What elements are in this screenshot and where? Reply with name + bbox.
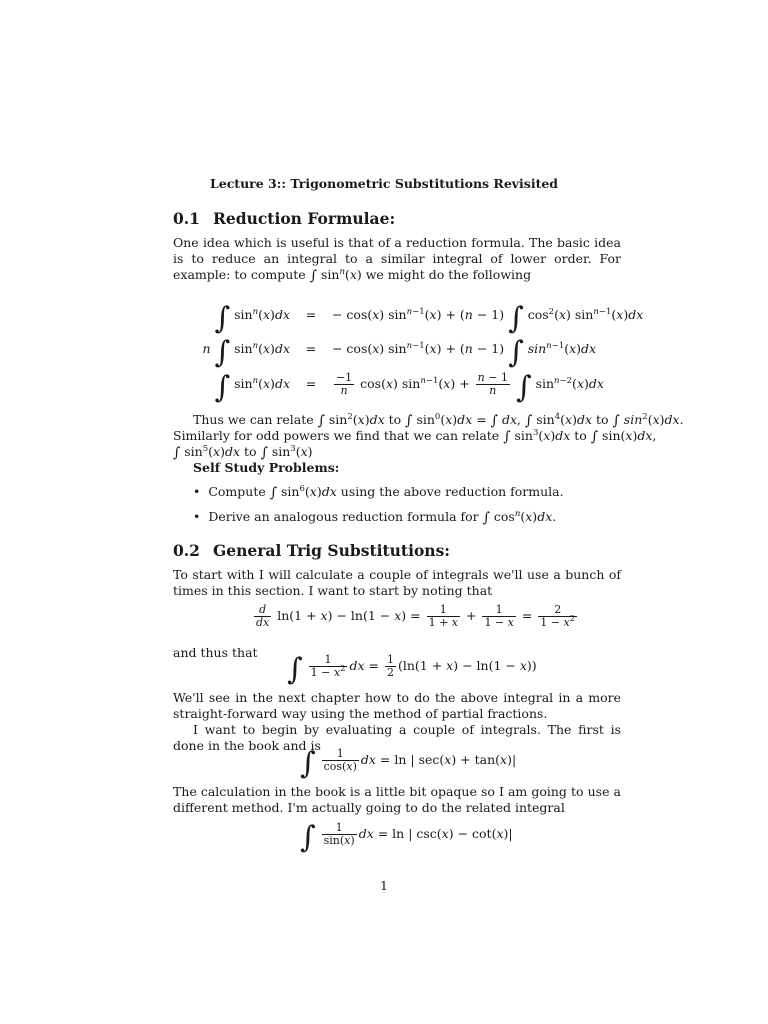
equation-row-3: ∫ $\sin^n(x)dx$ = $\frac{-1}{n}$ cos(x) $\sin^{n-1}(x)$ + $\frac{n - 1}{n}$ ∫ $\sin^{n-2}(x)dx$ [214,370,604,405]
intro-paragraph: One idea which is useful is that of a reduction formula. The basic idea is to reduce an integral to a similar integral of lower order. For example: to compute ∫ $\sin^n(x)$ we might do the following [173,235,621,284]
equation-derivative: $\frac{d}{dx}$ ln(1 + x) − ln(1 − x) = $\frac{1}{1 + x}$ + $\frac{1}{1 - x}$ = $\frac{2}{1 - x^2}$ [256,603,576,629]
equation-row-2: n ∫ $\sin^n(x)dx$ = − cos(x) $\sin^{n-1}(x) + (n - 1)$ ∫ $\sin^{n-1}(x)dx$ [202,335,597,370]
section-heading-reduction [173,209,395,228]
paragraph-opaque: The calculation in the book is a little bit opaque so I am going to use a different method. I'm actually going to do the related integral [173,784,621,815]
section-heading-trig [173,541,450,560]
equation-sec-integral: ∫ $\frac{1}{\cos(x)}$ dx = ln | sec(x) + tan(x)| [300,746,517,781]
section-number: 0.1 [173,209,200,228]
self-study-heading: Self Study Problems: [193,460,340,475]
relation-line-2: Similarly for odd powers we find that we can relate ∫ $\sin^3(x)dx$ to ∫ sin(x)dx, [173,428,657,445]
relation-line-3: ∫ $\sin^5(x)dx$ to ∫ $\sin^3(x)$ [173,444,313,461]
bullet2-pre-text: Derive an analogous reduction formula for [208,509,479,524]
intro-tail-text: we might do the following [365,267,532,282]
intro-text: One idea which is useful is that of a reduction formula. The basic idea is to reduce an integral to a similar integral of lower order. For example: to compute [173,235,621,282]
relation-line-1: Thus we can relate ∫ $\sin^2(x)dx$ to ∫ $\sin^0(x)dx$ = ∫ dx, ∫ $\sin^4(x)dx$ to ∫ $\sin^2(x)dx$. [193,412,684,429]
bullet-item-2: • Derive an analogous reduction formula for ∫ $\cos^n(x)dx$. [193,509,557,526]
bullet1-post-text: using the above reduction formula. [340,484,564,499]
reduction-equations [190,301,644,405]
paragraph-start: To start with I will calculate a couple of integrals we'll use a bunch of times in this section. I want to start by noting that [173,567,621,598]
bullet-item-1: • Compute ∫ $\sin^6(x)dx$ using the above reduction formula. [193,484,564,501]
bullet1-pre-text: Compute [208,484,266,499]
relation-text-1: Thus we can relate [193,412,314,427]
equation-row-1: ∫ $\sin^n(x)dx$ = − cos(x) $\sin^{n-1}(x) + (n - 1)$ ∫ $\cos^2(x)$ $\sin^{n-1}(x)dx$ [214,301,644,336]
equation-integral-1: ∫ $\frac{1}{1 - x^2}$ dx = $\frac{1}{2}$ (ln(1 + x) − ln(1 − x)) [287,652,537,687]
section-title: Reduction Formulae: [213,209,396,228]
equation-csc-integral: ∫ $\frac{1}{\sin(x)}$ dx = ln | csc(x) − cot(x)| [300,820,513,855]
relation-text-2: Similarly for odd powers we find that we can relate [173,428,500,443]
paragraph-partial-fractions: We'll see in the next chapter how to do the above integral in a more straight-forward way using the method of partial fractions. [173,690,621,721]
paragraph-evaluate: I want to begin by evaluating a couple of integrals. The first is done in the book and is [173,722,621,753]
section-number: 0.2 [173,541,200,560]
and-thus-text: and thus that [173,645,258,660]
page-title: Lecture 3:: Trigonometric Substitutions Revisited [209,176,559,191]
page-number: 1 [380,878,388,893]
section-title: General Trig Substitutions: [213,541,451,560]
